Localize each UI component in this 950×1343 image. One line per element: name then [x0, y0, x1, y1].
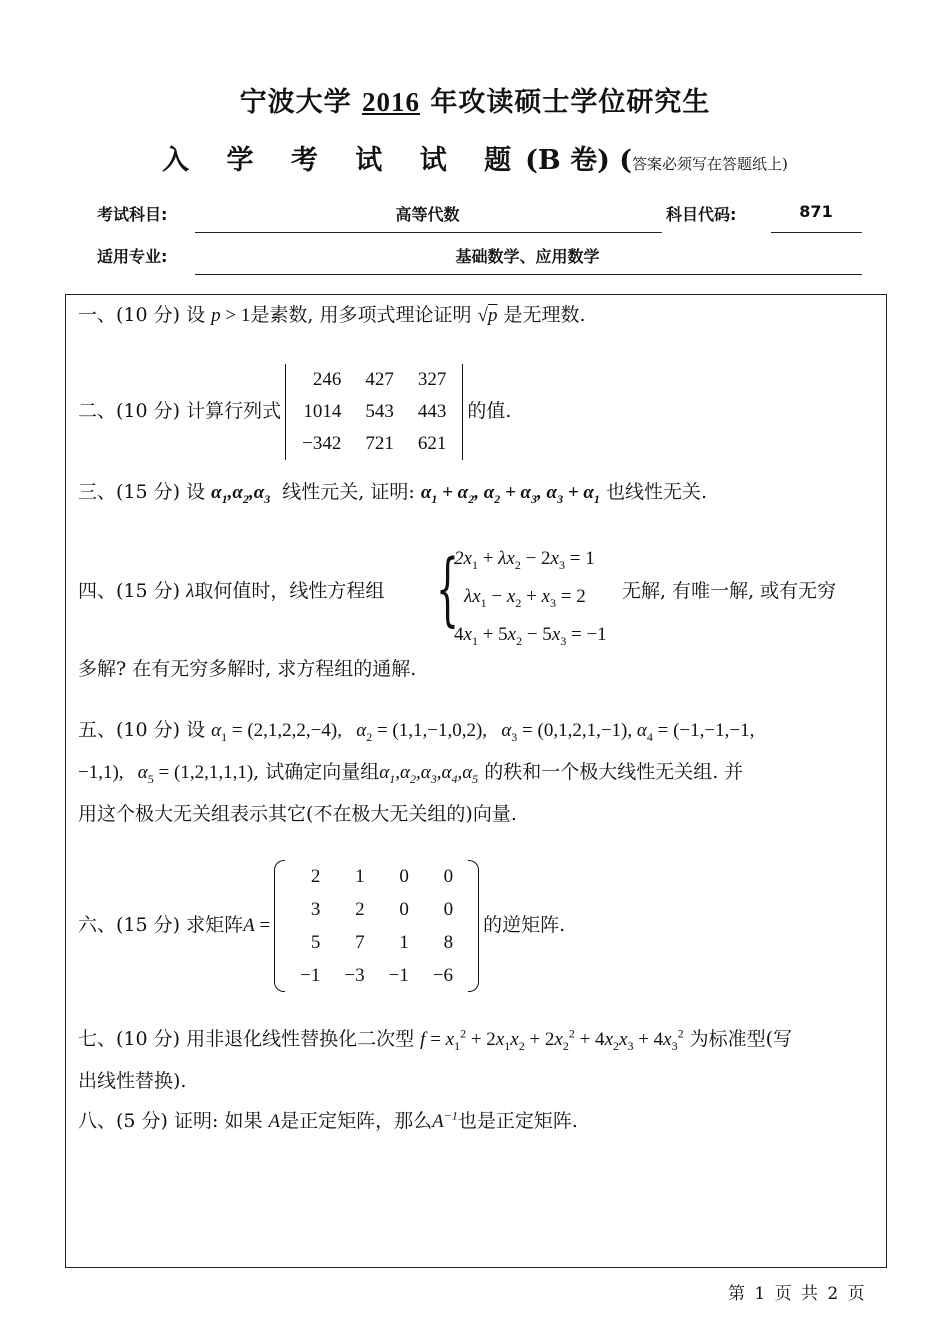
matrix-cell: −3 — [344, 965, 365, 986]
matrix-cell: 2 — [355, 899, 365, 920]
q5-text-2: , 试确定向量组 — [253, 761, 380, 783]
q7-text-3: 出线性替换). — [78, 1070, 187, 1092]
matrix-row — [288, 893, 465, 926]
q6-text-1: 求矩阵 — [186, 914, 244, 936]
det-cell: 721 — [365, 433, 394, 454]
det-cell: 543 — [365, 401, 394, 422]
det-cell: 621 — [417, 433, 447, 454]
subtitle-variant: (B 卷) ( — [525, 145, 633, 176]
question-2 — [78, 364, 511, 460]
matrix-cell: 0 — [443, 899, 454, 920]
q4-text-2: 无解, 有唯一解, 或有无穷 — [622, 580, 837, 602]
title-school: 宁波大学 — [239, 87, 362, 118]
q1-head: 一、(10 分) — [78, 304, 181, 326]
title-year: 2016 — [362, 87, 420, 117]
exam-title — [0, 80, 950, 119]
q1-text-1: 设 — [186, 304, 206, 326]
q4-system — [454, 543, 607, 656]
q6-symbol: A — [243, 915, 255, 936]
question-5-line-2 — [78, 757, 743, 789]
det-row — [290, 428, 458, 460]
det-cell: 1014 — [303, 401, 342, 422]
matrix-cell: −6 — [432, 965, 454, 986]
q5-text-1: 设 — [186, 719, 206, 741]
q3-math-2: $\alpha_1 + \alpha_2$, $\alpha_2 + \alpha_3$, $\alpha_3 + \alpha_1$ — [420, 482, 600, 506]
q4-eq-3: $4x_1 + 5x_2 - 5x_3 = -1$ — [454, 623, 607, 648]
matrix-cell: 0 — [399, 899, 409, 920]
det-cell: 443 — [417, 401, 447, 422]
major-underline — [195, 274, 862, 275]
major-label: 适用专业: — [97, 247, 168, 266]
q7-quadratic-form: $f = x_1^2 + 2x_1x_2 + 2x_2^2 + 4x_2x_3 + 4x_3^2$ — [420, 1026, 684, 1053]
question-6: 六、(15 分) 求矩阵A = 2 1 0 0 3 2 0 0 5 7 1 8 −1 −3 −1 −6 的逆矩阵. — [78, 860, 565, 992]
q2-text-1: 计算行列式 — [186, 400, 282, 422]
matrix-row — [288, 860, 465, 893]
question-8 — [78, 1106, 578, 1137]
matrix-cell: 0 — [443, 866, 454, 887]
matrix-cell: 0 — [399, 866, 409, 887]
q5-vectors-1: $\alpha_1 = (2,1,2,2,-4)$, $\alpha_2 = (1,1,-1,0,2)$, $\alpha_3 = (0,1,2,1,-1)$, $\alpha_4 = (-1,-1,-1$, — [211, 720, 755, 744]
q7-head: 七、(10 分) — [78, 1028, 181, 1050]
q4-head: 四、(15 分) — [78, 580, 181, 602]
matrix-row — [288, 926, 465, 959]
det-cell: 246 — [312, 369, 342, 390]
q3-math-1: $\alpha_1,\alpha_2,\alpha_3$ — [211, 482, 271, 506]
q4-lambda: λ — [186, 581, 195, 602]
matrix-cell: −1 — [388, 965, 409, 986]
matrix-cell: 1 — [355, 866, 365, 887]
q8-symbol-a: A — [268, 1111, 281, 1132]
subject-underline — [195, 232, 662, 233]
matrix-cell: 5 — [310, 932, 321, 953]
question-5-line-1 — [78, 715, 754, 747]
q4-text-1: 取何值时，线性方程组 — [194, 580, 385, 602]
q6-matrix — [274, 860, 479, 992]
q7-text-2: 为标准型(写 — [689, 1028, 793, 1050]
q8-text-3: 也是正定矩阵. — [457, 1110, 578, 1132]
det-row — [290, 364, 458, 396]
q3-head: 三、(15 分) — [78, 481, 181, 503]
q8-text-1: 证明: 如果 — [174, 1110, 263, 1132]
subtitle-main: 入 学 考 试 试 题 — [162, 145, 526, 176]
q4-eq-2: $\lambda x_1 - x_2 + x_3 = 2$ — [464, 585, 586, 610]
code-value: 871 — [799, 202, 833, 221]
question-3 — [78, 477, 707, 509]
question-7-line-1 — [78, 1024, 792, 1056]
matrix-row — [288, 959, 465, 992]
det-cell: 427 — [365, 369, 394, 390]
q5-vectors-2: −1,1), $\alpha_5 = (1,2,1,1,1)$ — [78, 762, 254, 786]
q7-text-1: 用非退化线性替换化二次型 — [186, 1028, 415, 1050]
matrix-cell: 1 — [399, 932, 409, 953]
q3-text-1: 设 — [186, 481, 206, 503]
subject-value: 高等代数 — [395, 205, 460, 224]
matrix-cell: 3 — [310, 899, 321, 920]
code-underline — [771, 232, 862, 233]
question-1: 一、(10 分) 设 p > 1是素数, 用多项式理论证明 √p 是无理数. — [78, 304, 586, 326]
det-row — [290, 396, 458, 428]
q1-math-1: p — [211, 305, 221, 326]
matrix-cell: −1 — [300, 965, 321, 986]
matrix-cell: 7 — [355, 932, 365, 953]
q1-text-2: 是素数, 用多项式理论证明 — [250, 304, 472, 326]
matrix-cell: 8 — [443, 932, 454, 953]
page-number: 第 1 页 共 2 页 — [728, 1284, 865, 1304]
det-cell: 327 — [417, 369, 447, 390]
q2-head: 二、(10 分) — [78, 400, 181, 422]
q2-text-2: 的值. — [467, 400, 512, 422]
q5-set: $\alpha_1,\alpha_2,\alpha_3,\alpha_4,\alpha_5$ — [379, 762, 479, 786]
matrix-cell: 2 — [310, 866, 321, 887]
q6-head: 六、(15 分) — [78, 914, 181, 936]
q8-symbol-a-inverse: $A^{-1}$ — [432, 1108, 458, 1132]
q8-text-2: 是正定矩阵，那么 — [280, 1110, 433, 1132]
det-cell: −342 — [302, 433, 342, 454]
q4-brace: { — [436, 542, 459, 635]
title-rest: 年攻读硕士学位研究生 — [420, 87, 711, 118]
q1-text-3: 是无理数. — [503, 304, 586, 326]
q3-text-3: 也线性无关. — [605, 481, 707, 503]
q4-text-3: 多解? 在有无穷多解时, 求方程组的通解. — [78, 658, 417, 680]
q6-text-2: 的逆矩阵. — [483, 914, 566, 936]
subject-label: 考试科目: — [97, 205, 168, 224]
major-value: 基础数学、应用数学 — [455, 247, 600, 266]
q2-determinant — [285, 364, 463, 460]
q3-text-2: 线性元关, 证明: — [282, 481, 415, 503]
q4-eq-1: $2x_1 + \lambda x_2 - 2x_3 = 1$ — [454, 548, 595, 572]
q5-text-3: 的秩和一个极大线性无关组. 并 — [484, 761, 744, 783]
q1-math-sqrt: √p — [477, 305, 498, 326]
question-4-line-1 — [78, 576, 384, 607]
exam-subtitle — [0, 138, 950, 177]
q8-head: 八、(5 分) — [78, 1110, 168, 1132]
q5-head: 五、(10 分) — [78, 719, 181, 741]
q5-text-4: 用这个极大无关组表示其它(不在极大无关组的)向量. — [78, 803, 517, 825]
code-label: 科目代码: — [666, 205, 737, 224]
subtitle-note: 答案必须写在答题纸上) — [632, 155, 788, 173]
